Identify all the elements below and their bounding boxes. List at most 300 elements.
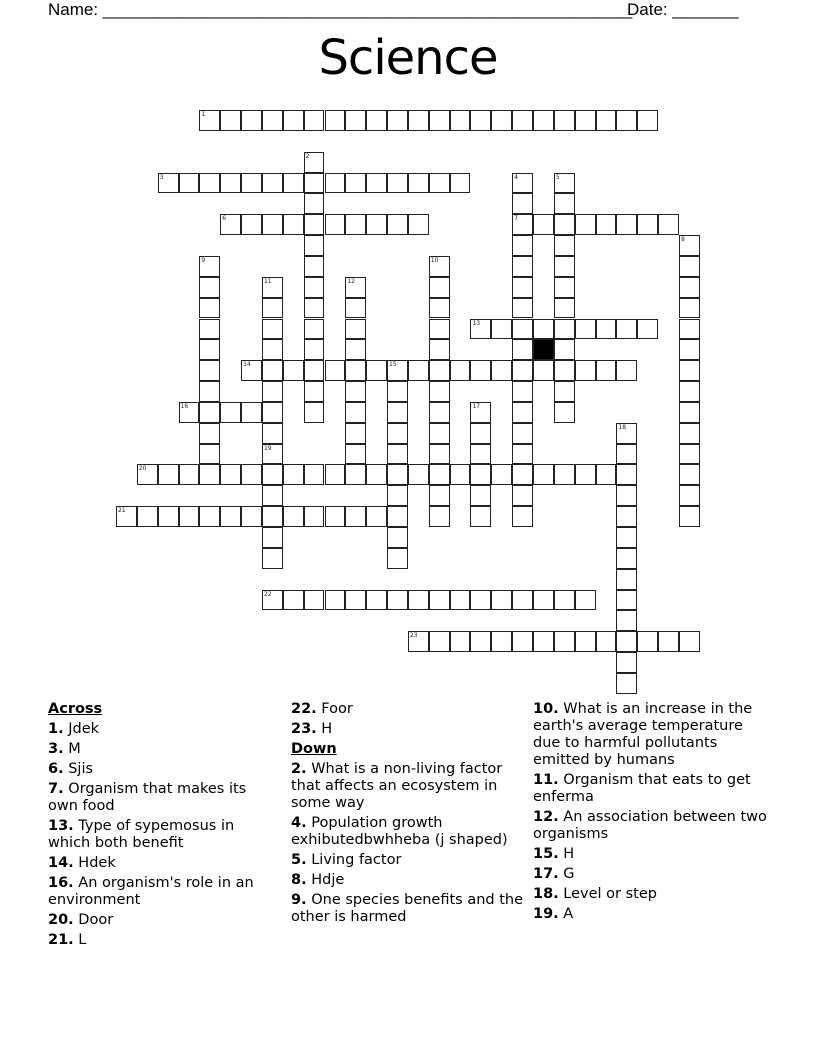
grid-cell[interactable] [616, 444, 637, 465]
grid-cell[interactable] [679, 464, 700, 485]
grid-cell[interactable] [616, 360, 637, 381]
grid-cell[interactable] [616, 610, 637, 631]
clue-number: 9 [201, 256, 206, 264]
grid-cell[interactable] [325, 464, 346, 485]
grid-cell[interactable] [512, 235, 533, 256]
grid-cell[interactable] [429, 590, 450, 611]
clue-down-8: 8. Hdje [291, 872, 345, 888]
grid-cell[interactable] [345, 214, 366, 235]
grid-cell[interactable] [616, 423, 637, 444]
grid-cell[interactable] [616, 590, 637, 611]
grid-cell[interactable] [345, 423, 366, 444]
grid-cell[interactable] [616, 506, 637, 527]
grid-cell[interactable] [366, 590, 387, 611]
grid-cell[interactable] [137, 464, 158, 485]
clue-number: 15 [389, 361, 397, 369]
grid-cell[interactable] [262, 319, 283, 340]
grid-cell[interactable] [366, 214, 387, 235]
grid-cell[interactable] [199, 444, 220, 465]
grid-cell[interactable] [179, 506, 200, 527]
grid-cell[interactable] [575, 631, 596, 652]
grid-cell[interactable] [325, 506, 346, 527]
grid-cell[interactable] [512, 298, 533, 319]
grid-cell[interactable] [220, 402, 241, 423]
grid-cell[interactable] [450, 590, 471, 611]
grid-cell[interactable] [304, 381, 325, 402]
grid-cell[interactable] [512, 464, 533, 485]
grid-cell[interactable] [262, 402, 283, 423]
grid-cell[interactable] [679, 235, 700, 256]
grid-cell[interactable] [262, 548, 283, 569]
clue-number: 11 [263, 277, 272, 285]
grid-cell[interactable] [679, 485, 700, 506]
grid-cell[interactable] [429, 464, 450, 485]
grid-cell[interactable] [345, 173, 366, 194]
grid-cell[interactable] [616, 464, 637, 485]
grid-cell[interactable] [554, 256, 575, 277]
grid-cell[interactable] [512, 173, 533, 194]
grid-cell[interactable] [366, 110, 387, 131]
grid-cell[interactable] [679, 402, 700, 423]
grid-cell[interactable] [345, 590, 366, 611]
grid-cell[interactable] [220, 506, 241, 527]
grid-cell[interactable] [429, 319, 450, 340]
grid-cell[interactable] [679, 444, 700, 465]
grid-cell[interactable] [637, 214, 658, 235]
grid-cell[interactable] [470, 590, 491, 611]
grid-cell[interactable] [450, 110, 471, 131]
grid-cell[interactable] [429, 173, 450, 194]
grid-cell[interactable] [679, 381, 700, 402]
grid-cell[interactable] [616, 631, 637, 652]
grid-cell[interactable] [512, 506, 533, 527]
grid-cell[interactable] [616, 214, 637, 235]
grid-cell[interactable] [262, 444, 283, 465]
grid-cell[interactable] [512, 444, 533, 465]
grid-cell[interactable] [533, 214, 554, 235]
grid-cell[interactable] [262, 423, 283, 444]
grid-cell[interactable] [512, 110, 533, 131]
grid-cell[interactable] [241, 402, 262, 423]
down-heading: Down [291, 741, 337, 757]
grid-cell[interactable] [554, 339, 575, 360]
grid-cell[interactable] [512, 485, 533, 506]
grid-cell[interactable] [304, 590, 325, 611]
clue-number: 21 [118, 507, 126, 515]
grid-cell[interactable] [554, 590, 575, 611]
grid-cell[interactable] [366, 173, 387, 194]
grid-cell[interactable] [387, 381, 408, 402]
grid-cell[interactable] [241, 506, 262, 527]
grid-cell[interactable] [408, 360, 429, 381]
grid-cell[interactable] [241, 464, 262, 485]
grid-cell[interactable] [387, 527, 408, 548]
grid-cell[interactable] [137, 506, 158, 527]
clue-across-16: 16. An organism's role in an environment [48, 875, 254, 908]
clue-number: 4 [514, 173, 518, 181]
clue-number: 13 [472, 319, 481, 327]
grid-cell[interactable] [658, 631, 679, 652]
grid-cell[interactable] [345, 381, 366, 402]
grid-cell[interactable] [554, 193, 575, 214]
grid-cell[interactable] [283, 506, 304, 527]
grid-cell[interactable] [637, 319, 658, 340]
grid-cell[interactable] [554, 381, 575, 402]
grid-cell[interactable] [616, 485, 637, 506]
grid-cell[interactable] [387, 590, 408, 611]
clue-number: 20 [138, 465, 147, 473]
clue-number: 17 [472, 402, 481, 410]
grid-cell[interactable] [387, 506, 408, 527]
clue-number: 18 [618, 423, 627, 431]
grid-cell[interactable] [429, 256, 450, 277]
grid-cell[interactable] [345, 298, 366, 319]
grid-cell[interactable] [491, 631, 512, 652]
grid-cell[interactable] [470, 506, 491, 527]
grid-cell[interactable] [304, 256, 325, 277]
grid-cell[interactable] [325, 214, 346, 235]
grid-cell[interactable] [575, 590, 596, 611]
grid-cell[interactable] [470, 423, 491, 444]
grid-cell[interactable] [512, 339, 533, 360]
grid-cell[interactable] [679, 506, 700, 527]
grid-cell[interactable] [533, 360, 554, 381]
clue-across-13: 13. Type of sypemosus in which both benefit [48, 818, 235, 851]
clue-number: 6 [222, 215, 227, 223]
grid-cell[interactable] [387, 360, 408, 381]
grid-cell[interactable] [325, 110, 346, 131]
grid-cell[interactable] [241, 110, 262, 131]
grid-cell[interactable] [366, 464, 387, 485]
clue-number: 19 [263, 444, 272, 452]
clue-across-21: 21. L [48, 932, 87, 948]
grid-cell[interactable] [387, 402, 408, 423]
grid-cell[interactable] [283, 173, 304, 194]
grid-cell[interactable] [533, 590, 554, 611]
grid-cell[interactable] [429, 339, 450, 360]
grid-cell[interactable] [429, 360, 450, 381]
grid-cell[interactable] [304, 235, 325, 256]
grid-cell[interactable] [179, 173, 200, 194]
grid-cell[interactable] [408, 110, 429, 131]
grid-cell[interactable] [679, 360, 700, 381]
grid-cell[interactable] [470, 110, 491, 131]
grid-cell[interactable] [491, 319, 512, 340]
grid-cell[interactable] [304, 173, 325, 194]
clue-down-17: 17. G [533, 866, 575, 882]
grid-cell[interactable] [616, 548, 637, 569]
grid-cell[interactable] [366, 360, 387, 381]
grid-cell[interactable] [408, 173, 429, 194]
grid-cell[interactable] [199, 319, 220, 340]
grid-cell[interactable] [554, 235, 575, 256]
grid-cell[interactable] [283, 360, 304, 381]
grid-cell[interactable] [429, 485, 450, 506]
grid-cell[interactable] [491, 360, 512, 381]
grid-cell[interactable] [179, 464, 200, 485]
grid-cell[interactable] [325, 173, 346, 194]
grid-cell[interactable] [554, 173, 575, 194]
clue-down-18: 18. Level or step [533, 886, 657, 902]
grid-cell[interactable] [345, 110, 366, 131]
grid-cell[interactable] [304, 277, 325, 298]
grid-cell[interactable] [470, 631, 491, 652]
grid-cell[interactable] [575, 110, 596, 131]
grid-cell[interactable] [491, 590, 512, 611]
grid-cell[interactable] [429, 423, 450, 444]
clues-column-1 [48, 701, 278, 952]
grid-cell[interactable] [450, 631, 471, 652]
grid-cell[interactable] [554, 277, 575, 298]
grid-cell[interactable] [262, 485, 283, 506]
date-field-label: Date: _______ [627, 0, 739, 19]
grid-cell[interactable] [199, 402, 220, 423]
clue-number: 12 [347, 277, 355, 285]
grid-cell[interactable] [450, 173, 471, 194]
grid-cell[interactable] [616, 110, 637, 131]
grid-cell[interactable] [491, 464, 512, 485]
grid-cell[interactable] [262, 110, 283, 131]
grid-cell[interactable] [554, 402, 575, 423]
grid-cell[interactable] [345, 360, 366, 381]
grid-cell[interactable] [116, 506, 137, 527]
grid-cell[interactable] [283, 464, 304, 485]
grid-cell[interactable] [408, 464, 429, 485]
grid-cell[interactable] [429, 506, 450, 527]
grid-cell[interactable] [637, 110, 658, 131]
grid-cell[interactable] [283, 590, 304, 611]
grid-cell[interactable] [262, 173, 283, 194]
grid-cell[interactable] [429, 298, 450, 319]
clue-down-9: 9. One species benefits and the other is harmed [291, 892, 524, 925]
grid-cell[interactable] [491, 110, 512, 131]
clue-down-4: 4. Population growth exhibutedbwhheba (j shaped) [291, 815, 508, 848]
grid-cell[interactable] [512, 319, 533, 340]
grid-cell[interactable] [199, 464, 220, 485]
grid-cell[interactable] [220, 173, 241, 194]
grid-cell[interactable] [616, 569, 637, 590]
grid-cell[interactable] [470, 360, 491, 381]
grid-cell[interactable] [241, 173, 262, 194]
grid-cell[interactable] [199, 298, 220, 319]
grid-cell[interactable] [345, 506, 366, 527]
clue-down-19: 19. A [533, 906, 574, 922]
grid-cell[interactable] [220, 214, 241, 235]
grid-cell[interactable] [304, 402, 325, 423]
grid-cell[interactable] [554, 298, 575, 319]
grid-cell[interactable] [533, 464, 554, 485]
grid-cell[interactable] [408, 590, 429, 611]
grid-cell[interactable] [262, 381, 283, 402]
grid-cell[interactable] [512, 277, 533, 298]
grid-cell[interactable] [429, 631, 450, 652]
grid-cell[interactable] [429, 381, 450, 402]
grid-cell[interactable] [304, 110, 325, 131]
grid-cell[interactable] [345, 464, 366, 485]
grid-cell[interactable] [304, 152, 325, 173]
grid-cell[interactable] [262, 527, 283, 548]
grid-cell[interactable] [262, 277, 283, 298]
grid-cell[interactable] [387, 485, 408, 506]
grid-cell[interactable] [637, 631, 658, 652]
grid-cell[interactable] [199, 506, 220, 527]
grid-cell[interactable] [304, 319, 325, 340]
grid-cell[interactable] [679, 277, 700, 298]
grid-cell[interactable] [554, 214, 575, 235]
grid-cell[interactable] [387, 444, 408, 465]
grid-cell[interactable] [512, 214, 533, 235]
grid-cell[interactable] [262, 464, 283, 485]
grid-cell[interactable] [575, 214, 596, 235]
grid-cell[interactable] [325, 360, 346, 381]
grid-cell[interactable] [304, 214, 325, 235]
grid-cell[interactable] [262, 339, 283, 360]
clue-down-11: 11. Organism that eats to get enferma [533, 772, 751, 805]
grid-cell[interactable] [596, 360, 617, 381]
grid-cell[interactable] [345, 402, 366, 423]
grid-cell[interactable] [596, 214, 617, 235]
grid-cell[interactable] [262, 214, 283, 235]
grid-cell[interactable] [158, 506, 179, 527]
grid-cell[interactable] [304, 298, 325, 319]
grid-cell[interactable] [345, 339, 366, 360]
grid-cell[interactable] [679, 256, 700, 277]
grid-cell[interactable] [450, 360, 471, 381]
grid-cell[interactable] [262, 506, 283, 527]
grid-cell[interactable] [304, 464, 325, 485]
across-heading: Across [48, 701, 103, 717]
grid-cell[interactable] [408, 214, 429, 235]
grid-cell[interactable] [408, 631, 429, 652]
clue-across-6: 6. Sjis [48, 761, 94, 777]
grid-cell[interactable] [470, 402, 491, 423]
grid-cell[interactable] [596, 319, 617, 340]
grid-cell[interactable] [429, 402, 450, 423]
grid-cell[interactable] [679, 423, 700, 444]
grid-cell[interactable] [512, 590, 533, 611]
grid-cell[interactable] [575, 319, 596, 340]
grid-cell[interactable] [554, 110, 575, 131]
grid-cell[interactable] [387, 173, 408, 194]
grid-cell[interactable] [512, 193, 533, 214]
grid-cell[interactable] [387, 214, 408, 235]
grid-cell[interactable] [512, 631, 533, 652]
grid-cell[interactable] [304, 360, 325, 381]
grid-cell[interactable] [179, 402, 200, 423]
grid-cell[interactable] [554, 319, 575, 340]
grid-cell[interactable] [596, 631, 617, 652]
grid-cell[interactable] [387, 464, 408, 485]
grid-cell[interactable] [241, 214, 262, 235]
grid-cell[interactable] [199, 173, 220, 194]
page-title: Science [318, 30, 498, 86]
grid-cell[interactable] [199, 360, 220, 381]
grid-cell[interactable] [616, 527, 637, 548]
grid-cell[interactable] [512, 381, 533, 402]
grid-cell[interactable] [283, 214, 304, 235]
grid-cell[interactable] [533, 110, 554, 131]
grid-cell[interactable] [470, 464, 491, 485]
grid-cell[interactable] [470, 485, 491, 506]
grid-cell[interactable] [158, 173, 179, 194]
black-cell [533, 339, 554, 360]
grid-cell[interactable] [429, 110, 450, 131]
grid-cell[interactable] [512, 423, 533, 444]
grid-cell[interactable] [220, 464, 241, 485]
clue-across-1: 1. Jdek [48, 721, 100, 737]
grid-cell[interactable] [658, 214, 679, 235]
grid-cell[interactable] [616, 319, 637, 340]
clue-number: 7 [514, 215, 518, 223]
grid-cell[interactable] [345, 444, 366, 465]
grid-cell[interactable] [512, 360, 533, 381]
grid-cell[interactable] [199, 256, 220, 277]
grid-cell[interactable] [533, 631, 554, 652]
clue-across-3: 3. M [48, 741, 81, 757]
grid-cell[interactable] [554, 631, 575, 652]
grid-cell[interactable] [199, 381, 220, 402]
grid-cell[interactable] [199, 277, 220, 298]
grid-cell[interactable] [304, 506, 325, 527]
grid-cell[interactable] [616, 652, 637, 673]
grid-cell[interactable] [387, 423, 408, 444]
grid-cell[interactable] [470, 444, 491, 465]
grid-cell[interactable] [199, 110, 220, 131]
grid-cell[interactable] [199, 339, 220, 360]
clue-down-12: 12. An association between two organisms [533, 809, 767, 842]
grid-cell[interactable] [241, 360, 262, 381]
clue-down-15: 15. H [533, 846, 575, 862]
clue-number: 23 [409, 632, 418, 640]
clue-across-22: 22. Foor [291, 701, 353, 717]
grid-cell[interactable] [533, 319, 554, 340]
grid-cell[interactable] [220, 110, 241, 131]
grid-cell[interactable] [554, 464, 575, 485]
grid-cell[interactable] [679, 631, 700, 652]
grid-cell[interactable] [429, 444, 450, 465]
clue-down-5: 5. Living factor [291, 852, 402, 868]
grid-cell[interactable] [554, 360, 575, 381]
grid-cell[interactable] [262, 590, 283, 611]
grid-cell[interactable] [345, 319, 366, 340]
grid-cell[interactable] [450, 464, 471, 485]
grid-cell[interactable] [158, 464, 179, 485]
grid-cell[interactable] [429, 277, 450, 298]
grid-cell[interactable] [387, 110, 408, 131]
grid-cell[interactable] [616, 673, 637, 694]
grid-cell[interactable] [470, 319, 491, 340]
grid-cell[interactable] [304, 193, 325, 214]
grid-cell[interactable] [512, 402, 533, 423]
grid-cell[interactable] [512, 256, 533, 277]
grid-cell[interactable] [199, 423, 220, 444]
grid-cell[interactable] [366, 506, 387, 527]
grid-cell[interactable] [387, 548, 408, 569]
grid-cell[interactable] [262, 298, 283, 319]
grid-cell[interactable] [345, 277, 366, 298]
grid-cell[interactable] [325, 590, 346, 611]
grid-cell[interactable] [283, 110, 304, 131]
grid-cell[interactable] [679, 319, 700, 340]
grid-cell[interactable] [304, 339, 325, 360]
grid-cell[interactable] [596, 464, 617, 485]
grid-cell[interactable] [575, 464, 596, 485]
grid-cell[interactable] [262, 360, 283, 381]
grid-cell[interactable] [679, 298, 700, 319]
grid-cell[interactable] [596, 110, 617, 131]
grid-cell[interactable] [679, 339, 700, 360]
grid-cell[interactable] [575, 360, 596, 381]
